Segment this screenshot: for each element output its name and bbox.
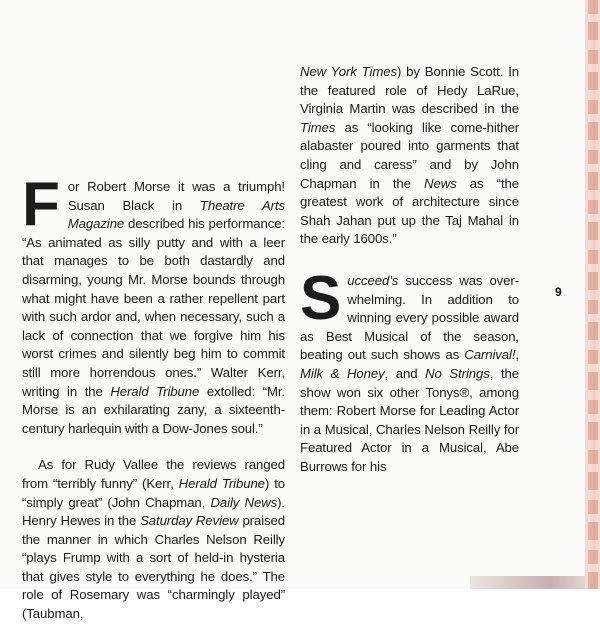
text-run: success was over-whelming. In addition to winning every possible award as Best Musical of the season, beating out such shows as [300,272,519,363]
italic-run: Times [300,119,336,135]
text-run: , [515,347,519,363]
text-run: ) by Bonnie Scott. In the featured role of Hedy LaRue, Virginia Martin was described in the [300,64,520,117]
decorative-bottom-art [470,576,585,589]
italic-run: No Strings [425,365,490,381]
text-run: or Robert Morse it was a triumph! Susan Black in [67,179,285,213]
text-run: , and [384,365,426,381]
paragraph-rudy-vallee [22,456,285,623]
decorative-edge-strip [585,0,600,589]
italic-run: News [424,175,457,191]
drop-cap-f: F [22,170,60,239]
text-run: praised the manner in which Charles Nelson Reilly “plays Frump with a sort of held-in hysteria that gives style to everything he does.” The role of Rosemary was “charmingly played” (Taubman, [22,513,286,622]
italic-run: Daily News [210,494,278,510]
paragraph-robert-morse [22,170,285,438]
paragraph-hedy-larue [300,63,519,249]
italic-run: Herald Tribune [110,383,200,399]
page-number: 9 [555,285,562,299]
left-column [22,170,286,624]
text-run: As for Rudy Vallee the reviews ranged from “terribly funny” (Kerr, [22,457,285,491]
text-run: as “the greatest work of architecture since Shah Jahan put up the Taj Mahal in the early 1600s.” [300,175,519,247]
italic-run: Saturday Review [140,513,239,529]
paragraph-succeed-success [300,263,519,477]
text-run: ). Henry Hewes in the [22,494,285,529]
right-column [300,63,519,476]
drop-cap-s: S [300,263,342,333]
text-run: described his performance: “As animated as silly putty and with a leer that manages to be both dastardly and disarming, young Mr. Morse bounds through what might have been a rather repellent part with such ardor and, when necessary, such a lack of connection that we forgive him his worst crimes and silently beg him to commit still more horrendous ones.” Walter Kerr, writing in the [22,216,285,399]
text-run: ) to “simply great” (John Chapman, [22,475,285,510]
italic-run: Milk & Honey [300,365,385,381]
italic-run: New York Times [300,64,397,79]
italic-run: Herald Tribune [178,475,265,491]
italic-run: ucceed’s [347,272,399,288]
italic-run: Carnival! [464,347,516,363]
italic-run: Theatre Arts Magazine [67,197,285,232]
text-run: as “looking like come-hither alabaster poured into garments that cling and caress” and by John Chapman in the [300,119,519,191]
text-run: extolled: “Mr. Morse is an exhilarating zany, a sixteenth-century harlequin with a Dow-Jones soul.” [22,383,285,436]
text-run: , the show won six other Tonys®, among them: Robert Morse for Leading Actor in a Musical, Charles Nelson Reilly for Featured Actor in a Musical, Abe Burrows for his [300,365,519,474]
